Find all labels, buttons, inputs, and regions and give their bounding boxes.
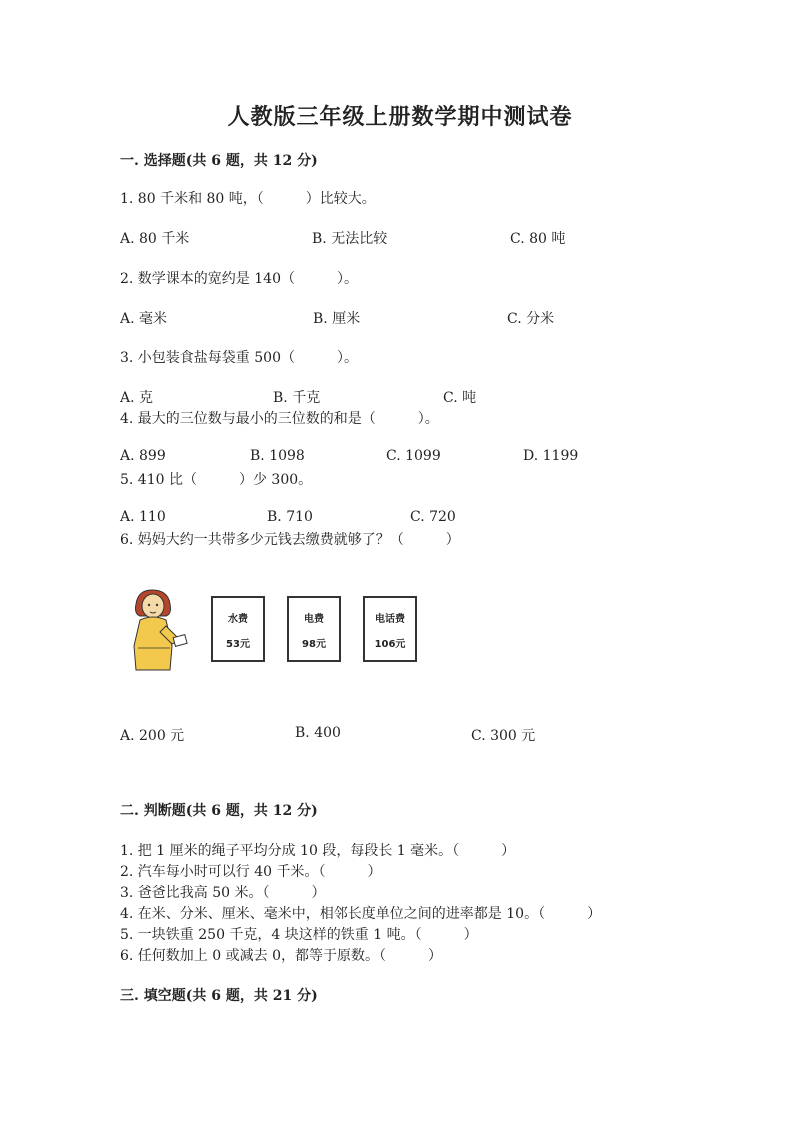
question-text: 3. 小包装食盐每袋重 500（ ）。 — [120, 350, 358, 366]
question-text: 4. 最大的三位数与最小的三位数的和是（ ）。 — [120, 411, 439, 427]
bill-telephone — [363, 596, 417, 662]
mother-illustration — [126, 586, 190, 672]
option-a: A. 200 元 — [120, 728, 185, 744]
option-c: C. 分米 — [507, 311, 555, 327]
option-b: B. 千克 — [273, 390, 321, 406]
judgement-item: 6. 任何数加上 0 或减去 0，都等于原数。（ ） — [120, 948, 442, 964]
option-a: A. 毫米 — [120, 311, 168, 327]
option-a: A. 80 千米 — [120, 231, 190, 247]
option-b: B. 厘米 — [313, 311, 361, 327]
option-c: C. 80 吨 — [510, 231, 566, 247]
option-a: A. 110 — [120, 509, 166, 525]
section-heading-choice: 一. 选择题(共 6 题，共 12 分) — [120, 153, 318, 169]
option-b: B. 无法比较 — [312, 231, 388, 247]
bill-electricity — [287, 596, 341, 662]
judgement-item: 2. 汽车每小时可以行 40 千米。（ ） — [120, 864, 382, 880]
option-b: B. 710 — [267, 509, 313, 525]
section-heading-judgement: 二. 判断题(共 6 题，共 12 分) — [120, 803, 318, 819]
bill-amount: 53元 — [226, 639, 250, 650]
option-c: C. 720 — [410, 509, 456, 525]
option-b: B. 400 — [295, 725, 341, 741]
bill-water — [211, 596, 265, 662]
question-text: 5. 410 比（ ）少 300。 — [120, 472, 313, 488]
option-a: A. 克 — [120, 390, 154, 406]
bill-amount: 106元 — [374, 639, 406, 650]
question-text: 1. 80 千米和 80 吨，（ ）比较大。 — [120, 191, 376, 207]
page-title: 人教版三年级上册数学期中测试卷 — [227, 104, 573, 130]
judgement-item: 4. 在米、分米、厘米、毫米中，相邻长度单位之间的进率都是 10。（ ） — [120, 906, 602, 922]
option-b: B. 1098 — [250, 448, 305, 464]
question-text: 6. 妈妈大约一共带多少元钱去缴费就够了？（ ） — [120, 532, 460, 548]
question-text: 2. 数学课本的宽约是 140（ ）。 — [120, 271, 358, 287]
bill-name: 电话费 — [375, 614, 405, 625]
option-c: C. 300 元 — [471, 728, 536, 744]
option-c: C. 1099 — [386, 448, 441, 464]
option-c: C. 吨 — [443, 390, 477, 406]
section-heading-fill: 三. 填空题(共 6 题，共 21 分) — [120, 988, 318, 1004]
judgement-item: 3. 爸爸比我高 50 米。（ ） — [120, 885, 326, 901]
option-d: D. 1199 — [523, 448, 579, 464]
bill-name: 水费 — [228, 614, 248, 625]
judgement-item: 1. 把 1 厘米的绳子平均分成 10 段，每段长 1 毫米。（ ） — [120, 843, 516, 859]
option-a: A. 899 — [120, 448, 166, 464]
bill-amount: 98元 — [302, 639, 326, 650]
bill-name: 电费 — [304, 614, 324, 625]
judgement-item: 5. 一块铁重 250 千克，4 块这样的铁重 1 吨。（ ） — [120, 927, 478, 943]
